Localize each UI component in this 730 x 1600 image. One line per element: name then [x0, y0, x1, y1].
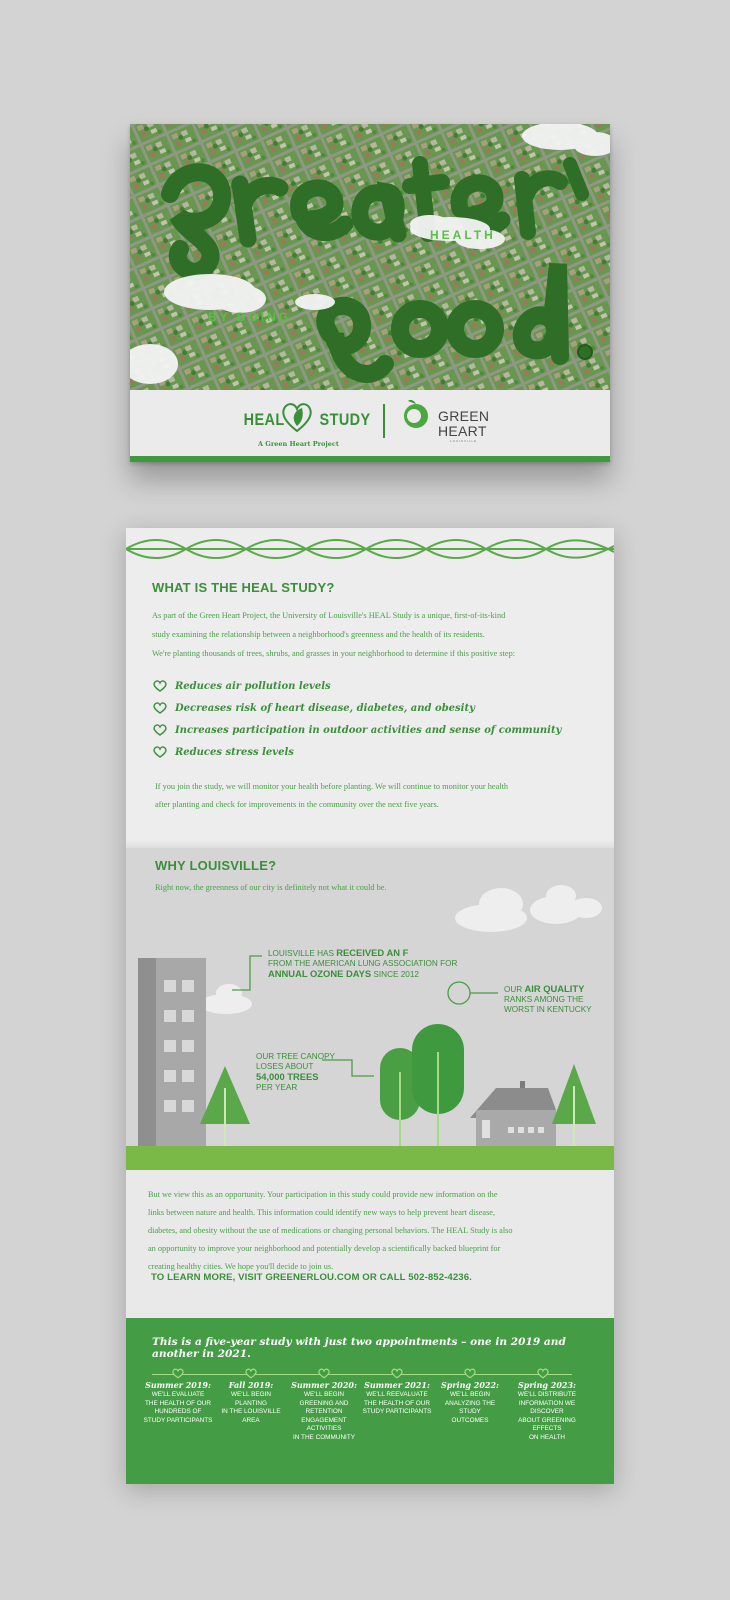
heart-outline-icon	[153, 702, 167, 714]
timeline-season: Summer 2019:	[145, 1380, 211, 1390]
join-line-1: If you join the study, we will monitor your health before planting. We will continue to monitor your health	[155, 782, 509, 791]
heal-logo-heal: HEAL	[243, 410, 285, 429]
timeline-desc: WE'LL EVALUATE THE HEALTH OF OUR HUNDREDS OF STUDY PARTICIPANTS	[143, 1391, 213, 1424]
why-subtitle: Right now, the greenness of our city is definitely not what it could be.	[155, 883, 387, 892]
benefit-text: Reduces stress levels	[175, 746, 294, 758]
timeline-item	[434, 1380, 506, 1425]
why-heading: WHY LOUISVILLE?	[155, 858, 277, 873]
benefit-text: Reduces air pollution levels	[175, 680, 331, 692]
benefit-text: Decreases risk of heart disease, diabetes, and obesity	[175, 702, 475, 714]
opportunity-line-5: creating healthy cities. We hope you'll decide to join us.	[148, 1262, 334, 1271]
learn-more-cta: TO LEARN MORE, VISIT GREENERLOU.COM OR CALL 502-852-4236.	[151, 1272, 472, 1283]
fact-air-quality: OUR AIR QUALITY RANKS AMONG THE WORST IN KENTUCKY	[504, 983, 592, 1014]
timeline-desc: WE'LL BEGIN PLANTING IN THE LOUISVILLE AREA	[221, 1391, 281, 1424]
aerial-neighborhood-image	[130, 124, 610, 390]
green-heart-apple-icon	[402, 398, 430, 430]
what-is-heading: WHAT IS THE HEAL STUDY?	[152, 580, 335, 595]
opportunity-line-4: an opportunity to improve your neighborhood and potentially develop a scientifically backed blueprint for	[148, 1244, 501, 1253]
timeline-desc: WE'LL DISTRIBUTE INFORMATION WE DISCOVER ABOUT GREENING EFFECTS ON HEALTH	[517, 1391, 577, 1441]
overlay-health-text: HEALTH	[430, 228, 496, 242]
opportunity-line-3: diabetes, and obesity without the use of medications or changing personal behaviors. The HEAL Study is also	[148, 1226, 513, 1235]
tri-fold-brochure	[126, 528, 614, 1484]
timeline-heart-marker-icon	[464, 1368, 476, 1379]
leaf-vine-border	[126, 534, 614, 564]
benefit-item	[153, 680, 331, 692]
heal-tagline: A Green Heart Project	[258, 440, 339, 448]
panel-what-is	[126, 528, 614, 848]
fact-tree-canopy: OUR TREE CANOPY LOSES ABOUT 54,000 TREES PER YEAR	[256, 1052, 336, 1092]
timeline-heart-marker-icon	[391, 1368, 403, 1379]
logo-divider	[383, 404, 385, 438]
green-heart-line2: HEART	[438, 423, 487, 439]
benefit-text: Increases participation in outdoor activities and sense of community	[175, 724, 562, 736]
timeline-item	[288, 1380, 360, 1443]
timeline-desc: WE'LL REEVALUATE THE HEALTH OF OUR STUDY PARTICIPANTS	[362, 1391, 432, 1416]
timeline-heart-marker-icon	[537, 1368, 549, 1379]
fact-ozone: LOUISVILLE HAS RECEIVED AN F FROM THE AMERICAN LUNG ASSOCIATION FOR ANNUAL OZONE DAYS SINCE 2012	[268, 947, 458, 979]
what-is-line-2: study examining the relationship between a neighborhood's greenness and the health of its residents.	[152, 630, 485, 639]
timeline-desc: WE'LL BEGIN ANALYZING THE STUDY OUTCOMES	[444, 1391, 496, 1424]
timeline-desc: WE'LL BEGIN GREENING AND RETENTION ENGAGEMENT ACTIVITIES IN THE COMMUNITY	[292, 1391, 355, 1441]
cover-postcard	[130, 124, 610, 462]
benefit-item	[153, 746, 294, 758]
timeline-item	[142, 1380, 214, 1425]
postcard-bottom-stripe	[130, 456, 610, 462]
what-is-line-3: We're planting thousands of trees, shrubs, and grasses in your neighborhood to determine if this positive step:	[152, 649, 516, 658]
opportunity-line-2: links between nature and health. This information could identify new ways to help prevent heart disease,	[148, 1208, 496, 1217]
timeline-line	[152, 1374, 572, 1375]
what-is-line-1: As part of the Green Heart Project, the University of Louisville's HEAL Study is a unique, first-of-its-kind	[152, 611, 506, 620]
heart-outline-icon	[153, 724, 167, 736]
panel-why-louisville	[126, 848, 614, 1318]
heart-outline-icon	[153, 746, 167, 758]
benefit-item	[153, 702, 475, 714]
green-heart-sub: LOUISVILLE	[450, 439, 478, 443]
benefit-item	[153, 724, 561, 736]
timeline-heart-marker-icon	[245, 1368, 257, 1379]
timeline-item	[507, 1380, 587, 1443]
timeline-season: Spring 2022:	[440, 1380, 500, 1390]
timeline-item	[361, 1380, 433, 1417]
timeline-season: Spring 2023:	[517, 1380, 577, 1390]
timeline-item	[215, 1380, 287, 1425]
green-heart-line1: GREEN	[438, 408, 490, 424]
timeline-season: Fall 2019:	[228, 1380, 274, 1390]
heal-logo-study: STUDY	[319, 410, 371, 429]
timeline-season: Summer 2020:	[291, 1380, 357, 1390]
heal-heart-icon	[280, 400, 314, 434]
opportunity-line-1: But we view this as an opportunity. Your participation in this study could provide new information on the	[148, 1190, 498, 1199]
join-line-2: after planting and check for improvements in the community over the next five years.	[155, 800, 439, 809]
timeline-heart-marker-icon	[318, 1368, 330, 1379]
timeline-season: Summer 2021:	[364, 1380, 430, 1390]
timeline-heart-marker-icon	[172, 1368, 184, 1379]
timeline-heading: This is a five-year study with just two appointments – one in 2019 and another in 2021.	[152, 1336, 566, 1360]
heart-outline-icon	[153, 680, 167, 692]
overlay-by-doing-text: BY DOING	[208, 310, 292, 324]
